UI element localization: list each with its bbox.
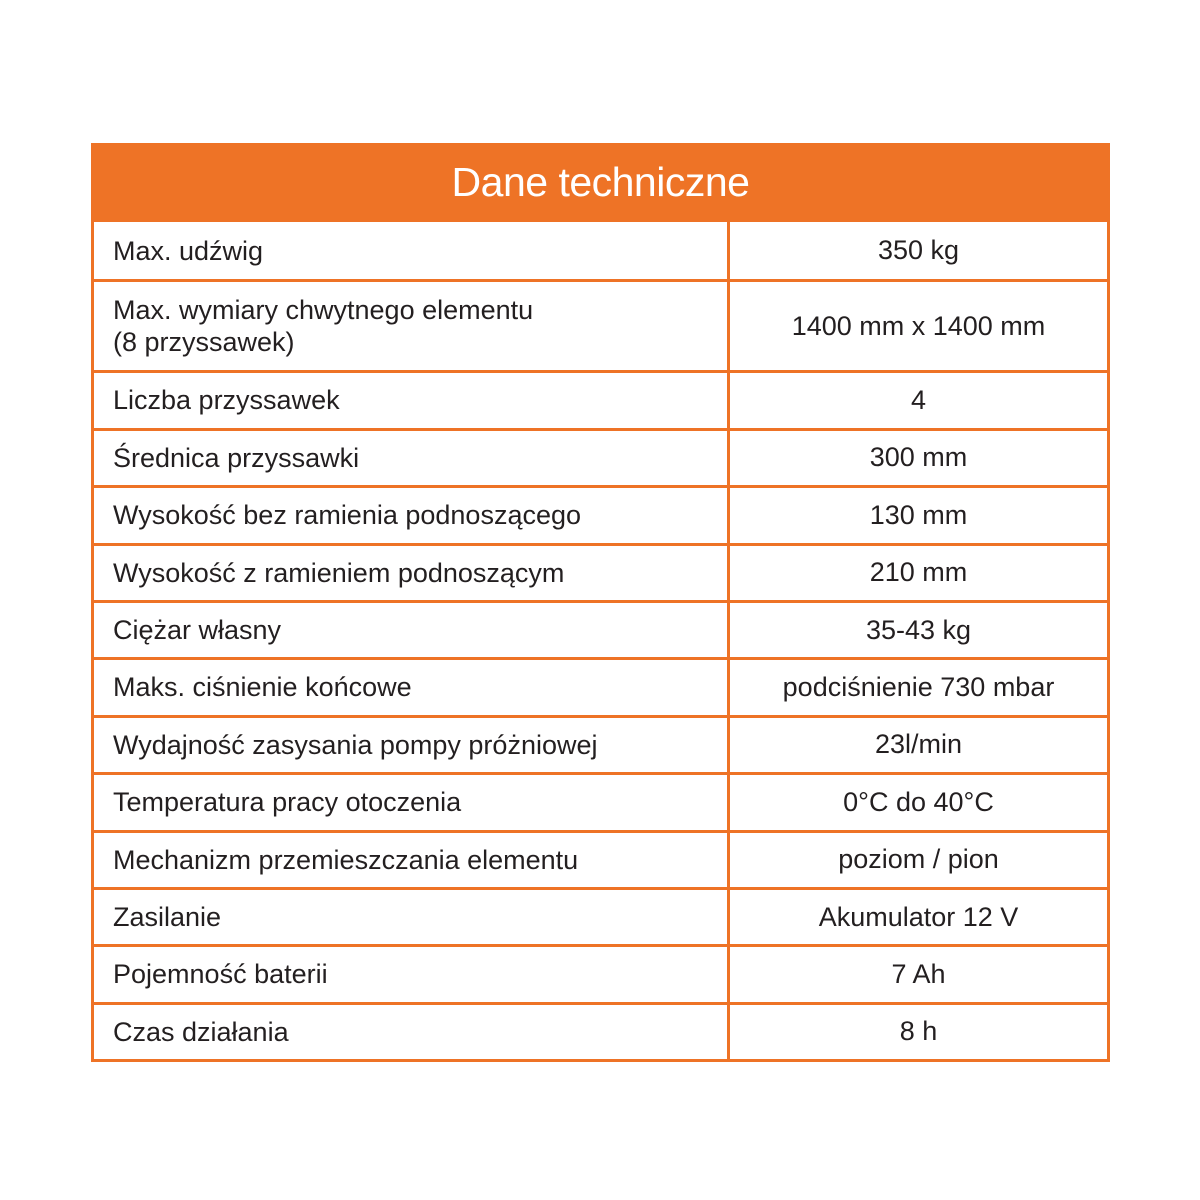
table-row (94, 657, 1107, 714)
spec-value: 0°C do 40°C (843, 786, 994, 817)
spec-label: Zasilanie (94, 890, 730, 944)
spec-label: Czas działania (94, 1005, 730, 1059)
spec-label: Mechanizm przemieszczania elementu (94, 833, 730, 887)
spec-label: Maks. ciśnienie końcowe (94, 660, 730, 714)
spec-value: 210 mm (869, 557, 968, 588)
spec-label: Wysokość bez ramienia podnoszącego (94, 488, 730, 542)
table-row (94, 715, 1107, 772)
spec-label: Temperatura pracy otoczenia (94, 775, 730, 829)
spec-label: Wydajność zasysania pompy próżniowej (94, 718, 730, 772)
spec-label: Max. udźwig (94, 222, 730, 279)
spec-label: Wysokość z ramieniem podnoszącym (94, 546, 730, 600)
spec-label: Średnica przyssawki (94, 431, 730, 485)
spec-value: poziom / pion (838, 844, 999, 875)
spec-value: 300 mm (869, 442, 968, 473)
table-row (94, 772, 1107, 829)
spec-label: Pojemność baterii (94, 947, 730, 1001)
table-title: Dane techniczne (451, 159, 750, 205)
table-row (94, 428, 1107, 485)
spec-label: Max. wymiary chwytnego elementu (8 przyssawek) (94, 282, 730, 370)
table-row (94, 1002, 1107, 1059)
table-row (94, 370, 1107, 427)
spec-label: Ciężar własny (94, 603, 730, 657)
spec-value: 1400 mm x 1400 mm (791, 310, 1046, 341)
spec-value: 8 h (899, 1016, 938, 1047)
table-row (94, 830, 1107, 887)
table-row (94, 485, 1107, 542)
spec-value: podciśnienie 730 mbar (782, 672, 1055, 703)
technical-data-table (91, 143, 1110, 1062)
table-row (94, 279, 1107, 370)
table-row (94, 944, 1107, 1001)
table-row (94, 600, 1107, 657)
spec-value: 350 kg (877, 235, 960, 266)
table-row (94, 222, 1107, 279)
spec-value: 23l/min (874, 729, 963, 760)
table-row (94, 887, 1107, 944)
table-row (94, 543, 1107, 600)
table-body (94, 222, 1107, 1059)
table-header (94, 146, 1107, 222)
spec-value: 130 mm (869, 499, 968, 530)
spec-value: Akumulator 12 V (818, 901, 1019, 932)
spec-label: Liczba przyssawek (94, 373, 730, 427)
spec-value: 35-43 kg (865, 614, 972, 645)
spec-value: 7 Ah (891, 958, 946, 989)
spec-value: 4 (910, 385, 927, 416)
